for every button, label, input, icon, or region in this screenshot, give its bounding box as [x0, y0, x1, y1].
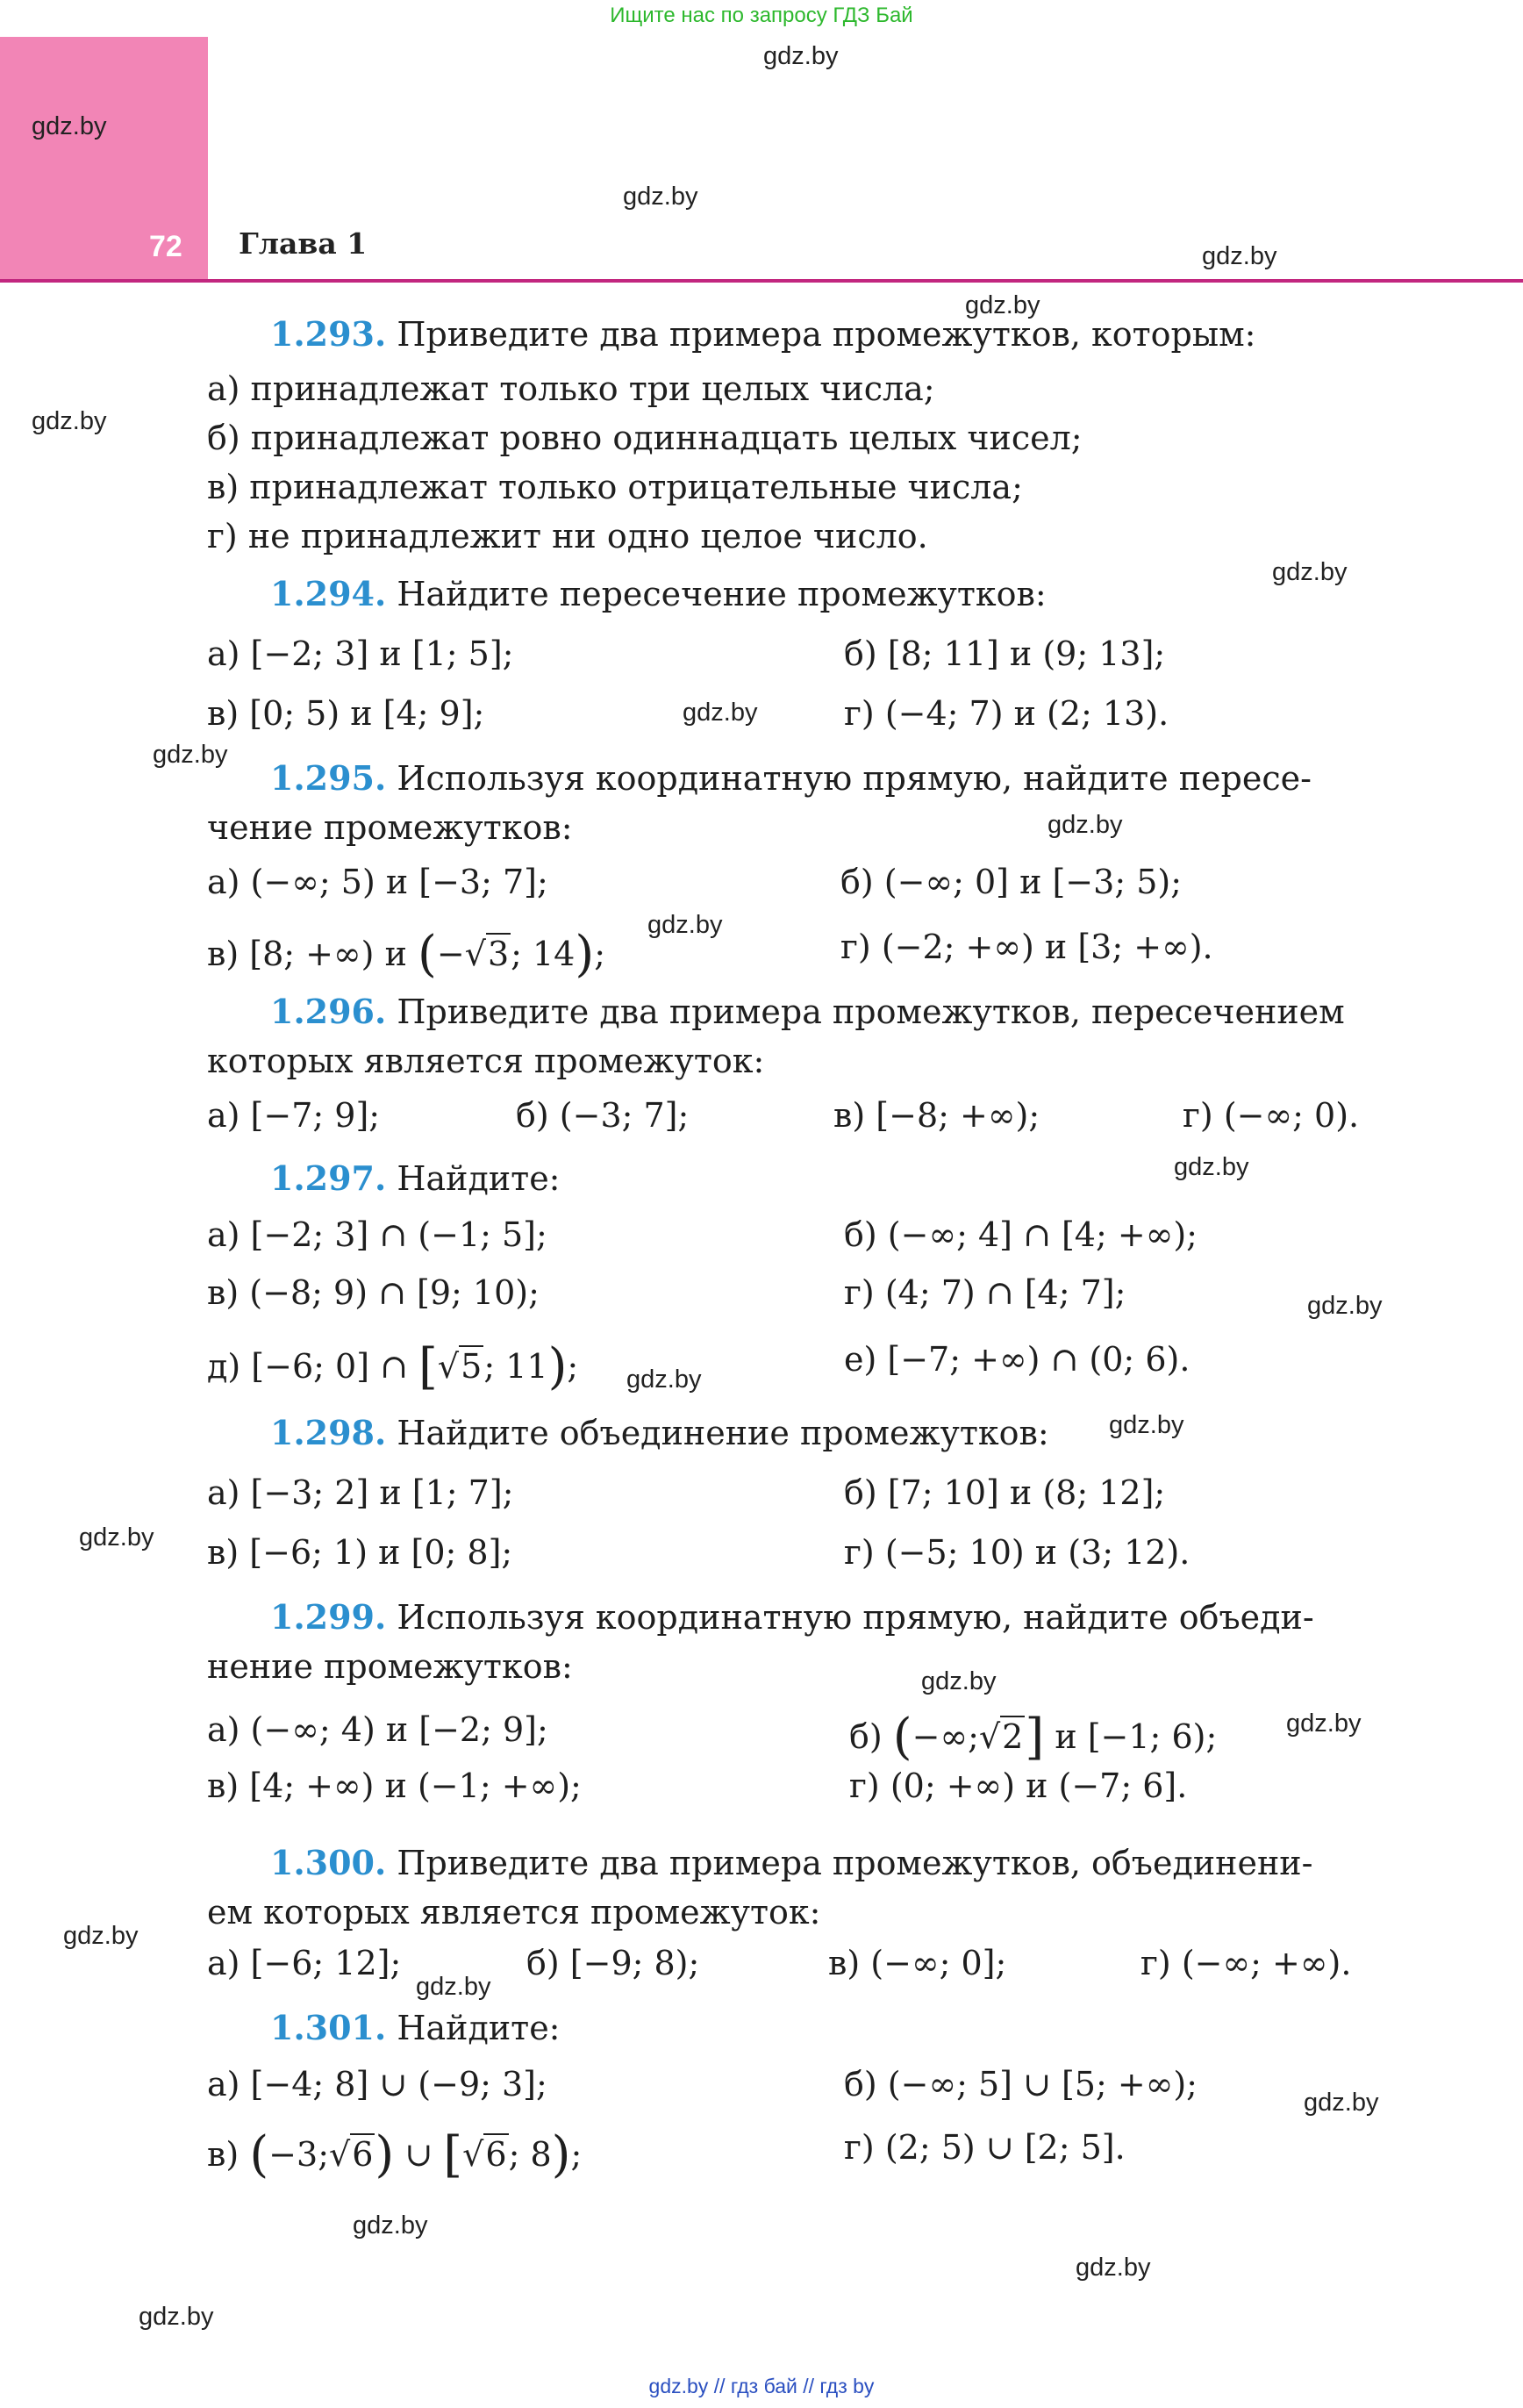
problem-item: б) (−3; 7];	[516, 1096, 690, 1135]
problem-1-295-heading	[270, 758, 1312, 798]
problem-item: г) не принадлежит ни одно целое число.	[207, 517, 928, 555]
problem-item: а) [−7; 9];	[207, 1096, 381, 1135]
paren-close: )	[547, 1338, 568, 1395]
item-prefix: д) [−6; 0] ∩	[207, 1347, 408, 1386]
footer-links: gdz.by // гдз бай // гдз by	[648, 2375, 875, 2397]
watermark: gdz.by	[1076, 2254, 1151, 2282]
watermark: gdz.by	[32, 112, 107, 140]
watermark: gdz.by	[79, 1523, 154, 1552]
sqrt: √6	[462, 2135, 507, 2174]
problem-1-296-heading	[270, 992, 1345, 1031]
problem-item: а) [−2; 3] ∩ (−1; 5];	[207, 1215, 547, 1254]
problem-item: г) (−∞; +∞).	[1140, 1944, 1352, 1982]
problem-title-cont: нение промежутков:	[207, 1647, 573, 1686]
problem-title: Приведите два примера промежутков, объединени-	[397, 1844, 1313, 1882]
problem-item: в) [4; +∞) и (−1; +∞);	[207, 1767, 582, 1805]
sqrt: √5	[437, 1347, 483, 1386]
problem-item: а) принадлежат только три целых числа;	[207, 369, 935, 408]
watermark: gdz.by	[647, 911, 723, 939]
problem-item: в) (−8; 9) ∩ [9; 10);	[207, 1273, 540, 1312]
problem-item: б) [8; 11] и (9; 13];	[844, 634, 1166, 673]
problem-number: 1.294.	[270, 574, 387, 613]
problem-item: б) [−9; 8);	[526, 1944, 700, 1982]
paren-open: (	[249, 2126, 269, 2183]
problem-title-cont: чение промежутков:	[207, 808, 573, 847]
minus-sign: −	[436, 935, 465, 973]
problem-number: 1.296.	[270, 992, 387, 1031]
watermark: gdz.by	[63, 1922, 139, 1950]
problem-title: Приведите два примера промежутков, пересечением	[397, 993, 1345, 1031]
paren-close: )	[575, 926, 595, 983]
problem-item: е) [−7; +∞) ∩ (0; 6).	[844, 1340, 1191, 1379]
problem-item-math	[207, 926, 606, 983]
item-end: ;	[570, 2135, 583, 2174]
problem-item: б) (−∞; 5] ∪ [5; +∞);	[844, 2065, 1198, 2103]
paren-close: )	[551, 2126, 571, 2183]
radicand: 5	[461, 1347, 483, 1386]
watermark: gdz.by	[139, 2303, 214, 2331]
paren-open: (	[892, 1709, 912, 1766]
watermark: gdz.by	[1174, 1153, 1249, 1181]
problem-item: б) [7; 10] и (8; 12];	[844, 1473, 1166, 1512]
problem-item: а) (−∞; 4) и [−2; 9];	[207, 1710, 548, 1749]
problem-item: в) [−6; 1) и [0; 8];	[207, 1533, 513, 1572]
radicand: 6	[352, 2135, 374, 2174]
page-number: 72	[149, 230, 182, 263]
problem-1-300-heading	[270, 1843, 1313, 1882]
interval-end: ; 8	[508, 2135, 552, 2174]
problem-title-cont: которых является промежуток:	[207, 1042, 765, 1080]
item-end: ;	[567, 1347, 579, 1386]
problem-item: б) принадлежат ровно одиннадцать целых чисел;	[207, 419, 1083, 457]
problem-item-math	[207, 2126, 583, 2183]
watermark: gdz.by	[763, 42, 839, 70]
problem-item: г) (−5; 10) и (3; 12).	[844, 1533, 1191, 1572]
problem-item: г) (−∞; 0).	[1183, 1096, 1360, 1135]
problem-item: в) [0; 5) и [4; 9];	[207, 694, 485, 733]
chapter-title: Глава 1	[239, 226, 368, 261]
problem-title: Найдите:	[397, 1159, 561, 1198]
interval-start: −∞;	[912, 1717, 979, 1756]
problem-item-math	[207, 1338, 579, 1395]
watermark: gdz.by	[1286, 1709, 1362, 1738]
interval-end: ; 14	[511, 935, 576, 973]
watermark: gdz.by	[32, 407, 107, 435]
watermark: gdz.by	[153, 741, 228, 769]
problem-item: а) [−4; 8] ∪ (−9; 3];	[207, 2065, 547, 2103]
problem-1-299-heading	[270, 1597, 1314, 1637]
watermark: gdz.by	[353, 2211, 428, 2240]
problem-item: г) (4; 7) ∩ [4; 7];	[844, 1273, 1126, 1312]
watermark: gdz.by	[416, 1973, 491, 2001]
problem-item: г) (−4; 7) и (2; 13).	[844, 694, 1169, 733]
problem-1-301-heading	[270, 2008, 561, 2047]
problem-item: а) [−2; 3] и [1; 5];	[207, 634, 514, 673]
bracket-open: [	[418, 1338, 438, 1395]
item-prefix: в)	[207, 2135, 240, 2174]
sqrt: √6	[329, 2135, 374, 2174]
radicand: 2	[1002, 1717, 1024, 1756]
problem-1-297-heading	[270, 1158, 561, 1198]
problem-item: г) (0; +∞) и (−7; 6].	[849, 1767, 1188, 1805]
union-sign: ∪	[404, 2135, 433, 2174]
paren-close: )	[375, 2126, 395, 2183]
problem-1-293-heading	[270, 314, 1256, 354]
problem-number: 1.300.	[270, 1843, 387, 1882]
problem-number: 1.297.	[270, 1158, 387, 1198]
problem-number: 1.298.	[270, 1413, 387, 1452]
item-end: ;	[594, 935, 606, 973]
watermark: gdz.by	[1109, 1411, 1184, 1439]
radicand: 3	[487, 935, 510, 973]
interval-end: ; 11	[483, 1347, 548, 1386]
problem-item: г) (−2; +∞) и [3; +∞).	[840, 928, 1213, 966]
problem-number: 1.293.	[270, 314, 387, 354]
problem-title: Найдите объединение промежутков:	[397, 1414, 1049, 1452]
watermark: gdz.by	[965, 291, 1040, 319]
problem-item: а) (−∞; 5) и [−3; 7];	[207, 863, 548, 901]
top-banner: Ищите нас по запросу ГДЗ Бай	[610, 4, 913, 27]
problem-item: в) принадлежат только отрицательные числа;	[207, 468, 1023, 506]
problem-item: б) (−∞; 4] ∩ [4; +∞);	[844, 1215, 1198, 1254]
header-rule	[0, 279, 1523, 283]
bracket-open: [	[443, 2126, 463, 2183]
problem-item: а) [−6; 12];	[207, 1944, 402, 1982]
problem-item: в) [−8; +∞);	[833, 1096, 1040, 1135]
problem-title: Приведите два примера промежутков, которым:	[397, 315, 1256, 354]
problem-title-cont: ем которых является промежуток:	[207, 1893, 821, 1931]
watermark: gdz.by	[683, 699, 758, 727]
problem-1-294-heading	[270, 574, 1047, 613]
watermark: gdz.by	[1307, 1292, 1383, 1320]
watermark: gdz.by	[1272, 558, 1348, 586]
problem-number: 1.301.	[270, 2008, 387, 2047]
paren-open: (	[418, 926, 437, 983]
sqrt: √2	[978, 1717, 1024, 1756]
problem-1-298-heading	[270, 1413, 1049, 1452]
problem-item: б) (−∞; 0] и [−3; 5);	[840, 863, 1182, 901]
watermark: gdz.by	[1202, 242, 1277, 270]
watermark: gdz.by	[1304, 2089, 1379, 2117]
item-prefix: б)	[849, 1717, 883, 1756]
problem-title: Найдите пересечение промежутков:	[397, 575, 1047, 613]
item-suffix: и [−1; 6);	[1055, 1717, 1218, 1756]
sqrt: √3	[464, 935, 510, 973]
interval-start: −3;	[268, 2135, 329, 2174]
radicand: 6	[485, 2135, 507, 2174]
bracket-close: ]	[1025, 1709, 1045, 1766]
problem-title: Используя координатную прямую, найдите пересе-	[397, 759, 1312, 798]
watermark: gdz.by	[1048, 811, 1123, 839]
problem-number: 1.299.	[270, 1597, 387, 1637]
watermark: gdz.by	[626, 1365, 702, 1394]
problem-item: в) (−∞; 0];	[828, 1944, 1007, 1982]
problem-item-math	[849, 1709, 1218, 1766]
problem-item: а) [−3; 2] и [1; 7];	[207, 1473, 514, 1512]
problem-title: Используя координатную прямую, найдите объеди-	[397, 1598, 1314, 1637]
problem-item: г) (2; 5) ∪ [2; 5].	[844, 2128, 1126, 2167]
problem-title: Найдите:	[397, 2009, 561, 2047]
watermark: gdz.by	[921, 1667, 997, 1695]
problem-number: 1.295.	[270, 758, 387, 798]
item-prefix: в) [8; +∞) и	[207, 935, 407, 973]
watermark: gdz.by	[623, 183, 698, 211]
